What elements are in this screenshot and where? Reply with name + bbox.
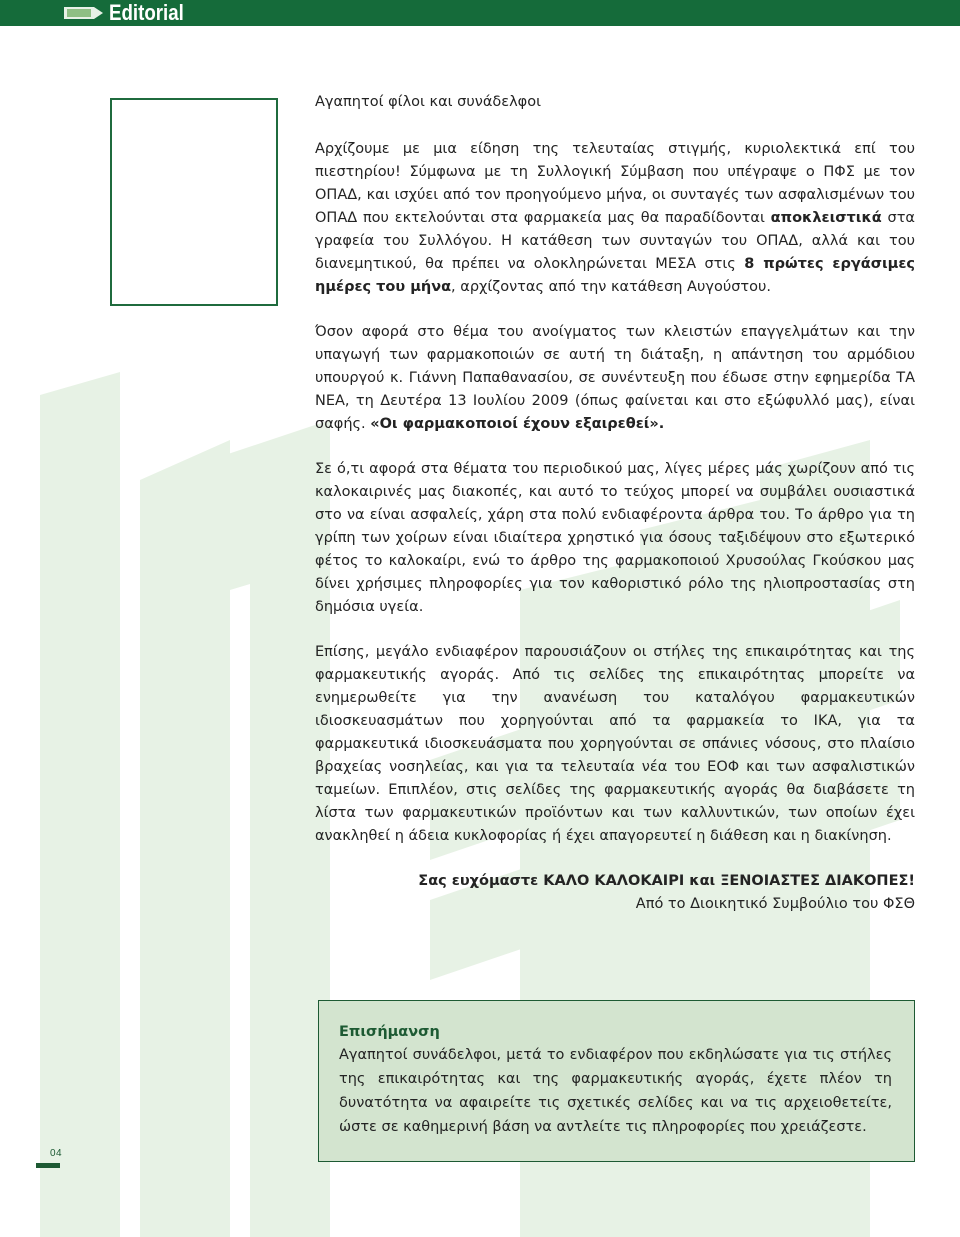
paragraph-1-text-a: Αρχίζουμε με μια είδηση της τελευταίας στιγμής, κυριολεκτικά επί του πιεστηρίου! Σύμφωνα με τη Συλλογική Σύμβαση που υπέγραψε ο ΠΦΣ με τον ΟΠΑΔ, και ισχύει από τον προηγούμενο μήνα, οι συνταγές των ασφαλισμένων του ΟΠΑΔ που εκτελούνται στα φαρμακεία μας θα παραδίδονται	[315, 141, 915, 226]
signature: Από το Διοικητικό Συμβούλιο του ΦΣΘ	[635, 896, 915, 912]
paragraph-1-bold-deadline: 8 πρώτες εργάσιμες ημέρες του μήνα	[315, 256, 916, 295]
paragraph-2	[315, 321, 915, 436]
greeting: Αγαπητοί φίλοι και συνάδελφοι	[315, 94, 542, 110]
signoff	[315, 870, 915, 916]
note-body: Αγαπητοί συνάδελφοι, μετά το ενδιαφέρον που εκδηλώσατε για τις στήλες της επικαιρότητας και της φαρμακευτικής αγοράς, έχετε πλέον τη δυνατότητα να αφαιρείτε τις σχετικές σελίδες και να τις αρχειοθετείτε, ώστε σε καθημερινή βάση να αντλείτε τις πληροφορίες που χρειάζεστε.	[339, 1047, 892, 1135]
paragraph-4: Επίσης, μεγάλο ενδιαφέρον παρουσιάζουν οι στήλες της επικαιρότητας και της φαρμακευτικής αγοράς. Από τις σελίδες της επικαιρότητας μπορείτε να ενημερωθείτε για την ανανέωση του καταλόγου φαρμακευτικών ιδιοσκευασμάτων που χορηγούνται από τα φαρμακεία το ΙΚΑ, για τα φαρμακευτικά ιδιοσκευάσματα που χορηγούνται σε σπάνιες νόσους, στο πλαίσιο βραχείας νοσηλείας, και για τα τελευταία νέα του ΕΟΦ και των ασφαλιστικών ταμείων. Επιπλέον, στις σελίδες της φαρμακευτικής αγοράς θα διαβάσετε τη λίστα των φαρμακευτικών προϊόντων και των καλλυντικών, των οποίων έχει ανακληθεί η άδεια κυκλοφορίας ή έχει απαγορευτεί η διάθεση και η διακίνηση.	[315, 644, 915, 844]
section-title: Editorial	[109, 0, 184, 25]
summer-wish: Σας ευχόμαστε ΚΑΛΟ ΚΑΛΟΚΑΙΡΙ και ΞΕΝΟΙΑΣΤΕΣ ΔΙΑΚΟΠΕΣ!	[418, 873, 915, 889]
paragraph-2-text: Όσον αφορά στο θέμα του ανοίγματος των κλειστών επαγγελμάτων και την υπαγωγή των φαρμακοποιών σε αυτή τη διάταξη, η απάντηση του αρμόδιου υπουργού κ. Γιάννη Παπαθανασίου, σε συνέντευξη που έδωσε στην εφημερίδα ΤΑ ΝΕΑ, τη Δευτέρα 13 Ιουλίου 2009 (όπως φαίνεται και στο εξώφυλλό μας), είναι σαφής.	[315, 324, 915, 432]
paragraph-1-text-d: , αρχίζοντας από την κατάθεση Αυγούστου.	[451, 279, 772, 295]
paragraph-2-bold-quote: «Οι φαρμακοποιοί έχουν εξαιρεθεί».	[370, 416, 665, 432]
note-box	[318, 1000, 915, 1162]
paragraph-1-bold-exclusively: αποκλειστικά	[770, 210, 882, 226]
paragraph-3: Σε ό,τι αφορά στα θέματα του περιοδικού μας, λίγες μέρες μάς χωρίζουν από τις καλοκαιρινές μας διακοπές, και αυτό το τεύχος μπορεί να συμβάλει ουσιαστικά στο να είναι ασφαλείς, χάρη στα πολύ ενδιαφέροντα άρθρα του. Το άρθρο για τη γρίπη των χοίρων είναι ιδιαίτερα χρηστικό για όσους ταξιδέψουν στο εξωτερικό φέτος το καλοκαίρι, ενώ το άρθρο της φαρμακοποιού Χρυσούλας Γκούσκου μας δίνει χρήσιμες πληροφορίες για τον καθοριστικό ρόλο της ηλιοπροστασίας στη δημόσια υγεία.	[315, 461, 915, 615]
author-photo-frame	[110, 98, 278, 306]
page-number: 04	[50, 1148, 63, 1159]
note-title: Επισήμανση	[339, 1024, 440, 1040]
editorial-article	[315, 91, 915, 916]
paragraph-1-text-c: στα γραφεία του Συλλόγου. Η κατάθεση των συνταγών του ΟΠΑΔ, αλλά και του διανεμητικού, θα πρέπει να ολοκληρώνεται ΜΕΣΑ στις	[315, 210, 915, 272]
paragraph-1	[315, 138, 915, 299]
page-number-marker	[36, 1163, 60, 1168]
